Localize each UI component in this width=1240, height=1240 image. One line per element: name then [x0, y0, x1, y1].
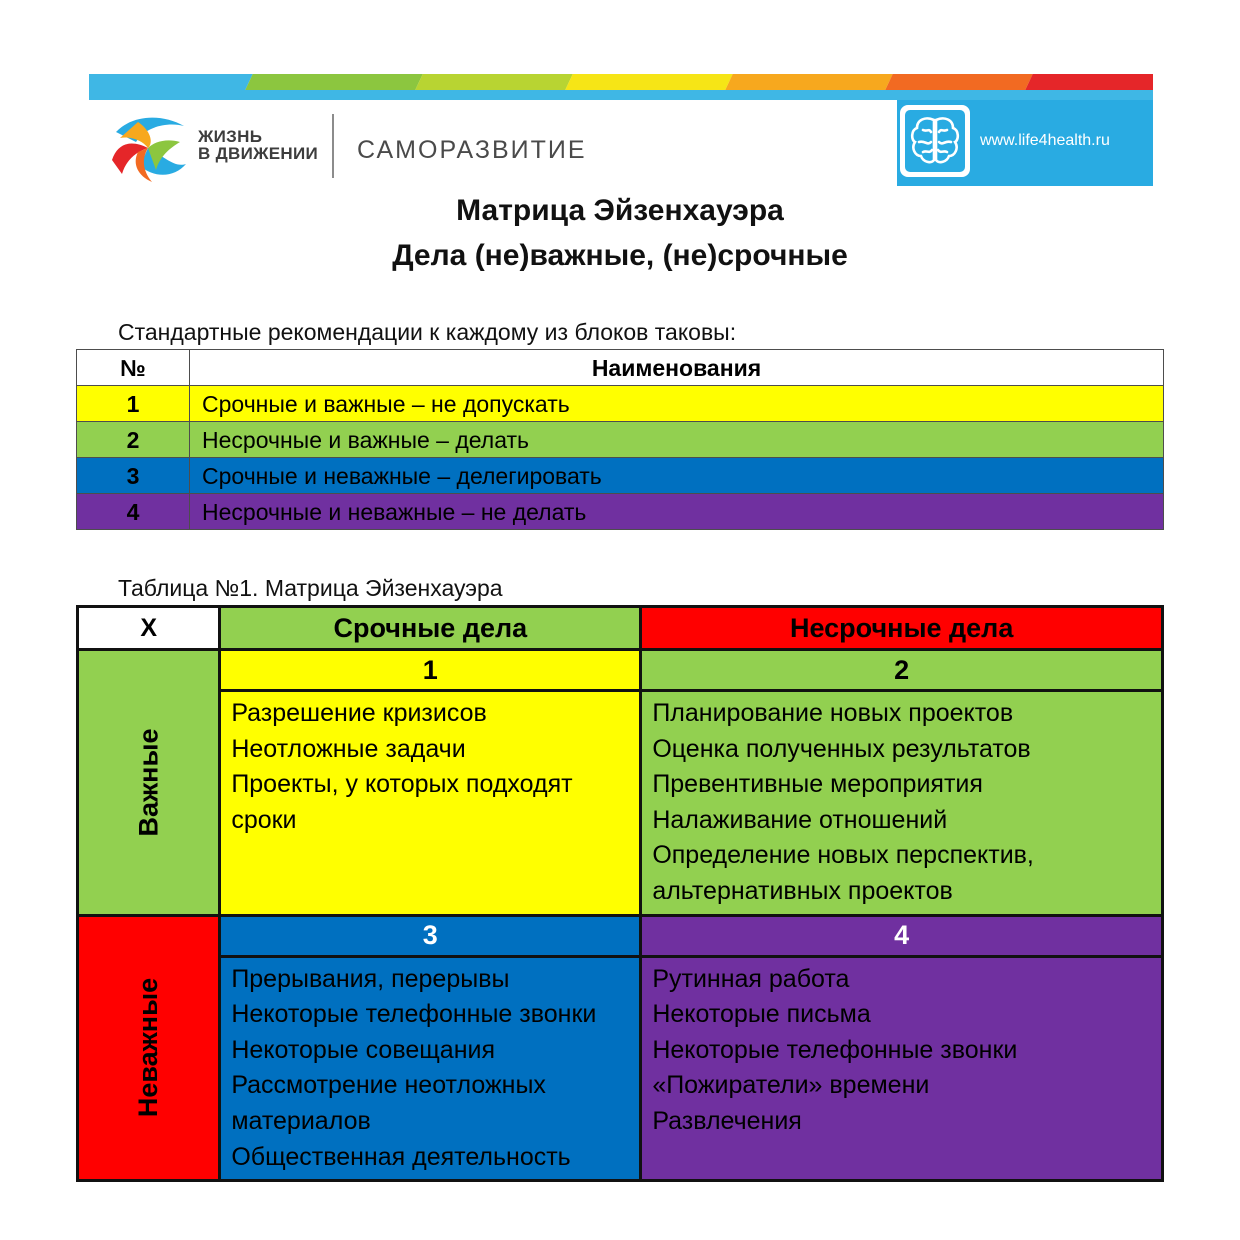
- matrix-corner: X: [78, 607, 220, 650]
- list-item: Рассмотрение неотложных материалов: [231, 1071, 546, 1135]
- list-item: Проекты, у которых подходят сроки: [231, 770, 573, 834]
- list-item: Разрешение кризисов: [231, 699, 487, 727]
- header-divider: [332, 114, 334, 178]
- list-item: Развлечения: [652, 1106, 802, 1135]
- column-header-urgent: Срочные дела: [220, 607, 641, 650]
- rainbow-stripe: [89, 74, 1153, 100]
- eisenhower-matrix: [76, 605, 1164, 1182]
- list-item: Некоторые совещания: [231, 1035, 496, 1064]
- matrix-caption: Таблица №1. Матрица Эйзенхауэра: [118, 575, 503, 601]
- legend-row-text: Несрочные и неважные – не делать: [190, 494, 1164, 530]
- list-item: Превентивные мероприятия: [652, 770, 983, 799]
- list-item: Прерывания, перерывы: [231, 964, 510, 993]
- row-header-not-important-label: Неважные: [133, 978, 164, 1118]
- row-header-important: [78, 650, 220, 916]
- legend-row: [77, 494, 1164, 530]
- legend-header-row: [77, 350, 1164, 386]
- list-item: Общественная деятельность: [231, 1142, 571, 1171]
- list-item: Рутинная работа: [652, 964, 850, 993]
- page-subtitle: Дела (не)важные, (не)срочные: [392, 239, 848, 272]
- page-title: Матрица Эйзенхауэра: [456, 194, 784, 227]
- list-item: Некоторые письма: [652, 1000, 871, 1029]
- legend-table: [76, 349, 1164, 530]
- list-item: «Пожиратели» времени: [652, 1071, 930, 1100]
- row-header-not-important: [78, 915, 220, 1181]
- row-header-important-label: Важные: [133, 728, 164, 837]
- legend-caption: Стандартные рекомендации к каждому из блоков таковы:: [118, 319, 737, 345]
- quadrant-2-items: [641, 691, 1163, 916]
- list-item: Некоторые телефонные звонки: [231, 1000, 597, 1029]
- legend-header-name: Наименования: [190, 350, 1164, 386]
- legend-row: [77, 458, 1164, 494]
- legend-row-num: 1: [77, 386, 190, 422]
- quadrant-3-number: 3: [220, 915, 641, 956]
- quadrant-3-items: [220, 956, 641, 1181]
- quadrant-1-items: [220, 691, 641, 916]
- legend-row: [77, 422, 1164, 458]
- legend-row-text: Срочные и важные – не допускать: [190, 386, 1164, 422]
- list-item: Определение новых перспектив, альтернативных проектов: [652, 841, 1034, 905]
- column-header-not-urgent: Несрочные дела: [641, 607, 1163, 650]
- brand-logo-icon: [108, 112, 188, 184]
- list-item: Налаживание отношений: [652, 805, 948, 834]
- section-label: САМОРАЗВИТИЕ: [357, 136, 587, 164]
- legend-row: [77, 386, 1164, 422]
- legend-row-num: 4: [77, 494, 190, 530]
- list-item: Оценка полученных результатов: [652, 734, 1031, 763]
- list-item: Неотложные задачи: [231, 734, 466, 763]
- quadrant-1-number: 1: [220, 650, 641, 691]
- legend-row-text: Срочные и неважные – делегировать: [190, 458, 1164, 494]
- legend-row-num: 2: [77, 422, 190, 458]
- legend-header-num: №: [77, 350, 190, 386]
- quadrant-4-number: 4: [641, 915, 1163, 956]
- legend-row-text: Несрочные и важные – делать: [190, 422, 1164, 458]
- quadrant-4-items: [641, 956, 1163, 1181]
- brain-icon: [900, 105, 970, 177]
- quadrant-2-number: 2: [641, 650, 1163, 691]
- brand-name: ЖИЗНЬ В ДВИЖЕНИИ: [198, 127, 319, 163]
- list-item: Некоторые телефонные звонки: [652, 1035, 1018, 1064]
- list-item: Планирование новых проектов: [652, 699, 1014, 727]
- site-url-link[interactable]: www.life4health.ru: [980, 132, 1110, 149]
- legend-row-num: 3: [77, 458, 190, 494]
